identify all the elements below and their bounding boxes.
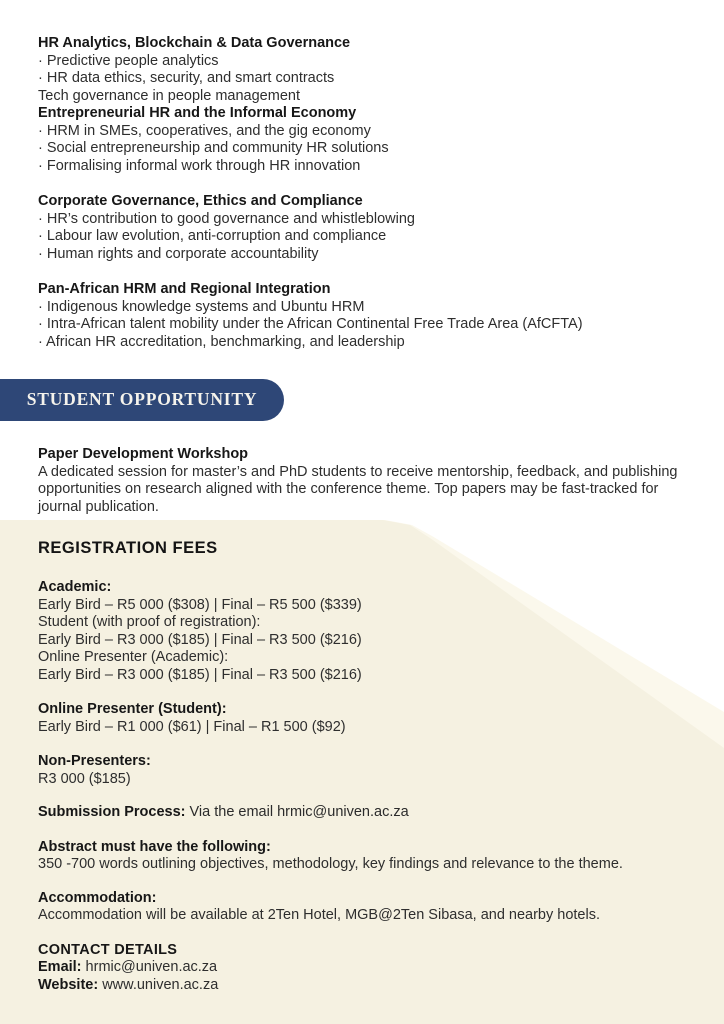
online-presenter-student-block <box>38 701 686 736</box>
theme-item: Tech governance in people management <box>38 87 300 104</box>
theme-section-corporate-governance <box>38 193 686 263</box>
submission-process-label: Submission Process: <box>38 804 186 820</box>
academic-fees-heading: Academic: <box>38 579 112 595</box>
email-label: Email: <box>38 959 82 975</box>
fee-line: Early Bird – R3 000 ($185) | Final – R3 500 ($216) <box>38 666 362 683</box>
accommodation-heading: Accommodation: <box>38 889 157 906</box>
online-presenter-student-heading: Online Presenter (Student): <box>38 701 227 717</box>
abstract-description: 350 -700 words outlining objectives, methodology, key findings and relevance to the theme. <box>38 856 623 872</box>
academic-fees-block <box>38 579 686 684</box>
theme-item: · Predictive people analytics <box>38 52 219 69</box>
abstract-requirements-block <box>38 839 686 874</box>
submission-process-text: Via the email hrmic@univen.ac.za <box>189 804 409 820</box>
theme-item: · Labour law evolution, anti-corruption and compliance <box>38 228 387 244</box>
theme-section-hr-analytics <box>38 35 686 105</box>
theme-item: · Intra-African talent mobility under the African Continental Free Trade Area (AfCFTA) <box>38 316 583 332</box>
theme-item: · HR data ethics, security, and smart contracts <box>38 70 335 86</box>
fee-line: Early Bird – R1 000 ($61) | Final – R1 500 ($92) <box>38 718 346 735</box>
theme-item: · Human rights and corporate accountability <box>38 245 319 262</box>
accommodation-block <box>38 890 686 925</box>
theme-item: · HR’s contribution to good governance and whistleblowing <box>38 210 415 227</box>
fee-line: Early Bird – R5 000 ($308) | Final – R5 500 ($339) <box>38 596 362 613</box>
registration-fees-title: REGISTRATION FEES <box>38 539 218 557</box>
student-opportunity-banner-label: STUDENT OPPORTUNITY <box>26 389 258 410</box>
conference-themes-section <box>38 35 686 351</box>
workshop-description: A dedicated session for master’s and PhD students to receive mentorship, feedback, and publishing opportunities on research aligned with the conference theme. Top papers may be fast-tracked for journal publication. <box>38 463 678 515</box>
theme-heading: Pan-African HRM and Regional Integration <box>38 281 331 297</box>
theme-item: · Indigenous knowledge systems and Ubuntu HRM <box>38 298 365 315</box>
theme-item: · Formalising informal work through HR innovation <box>38 157 361 174</box>
theme-section-pan-african-hrm <box>38 281 686 351</box>
theme-heading: Entrepreneurial HR and the Informal Economy <box>38 105 357 121</box>
non-presenters-heading: Non-Presenters: <box>38 753 151 769</box>
abstract-heading: Abstract must have the following: <box>38 838 271 855</box>
theme-item: · African HR accreditation, benchmarking, and leadership <box>38 333 405 350</box>
theme-heading: HR Analytics, Blockchain & Data Governance <box>38 35 351 51</box>
theme-section-entrepreneurial-hr <box>38 105 686 175</box>
email-value: hrmic@univen.ac.za <box>85 959 218 975</box>
accommodation-description: Accommodation will be available at 2Ten Hotel, MGB@2Ten Sibasa, and nearby hotels. <box>38 907 600 923</box>
student-opportunity-banner <box>0 379 284 421</box>
contact-details-title: CONTACT DETAILS <box>38 941 178 958</box>
fee-line: R3 000 ($185) <box>38 770 131 787</box>
submission-process-line <box>38 804 686 822</box>
theme-item: · Social entrepreneurship and community HR solutions <box>38 140 389 156</box>
theme-item: · HRM in SMEs, cooperatives, and the gig economy <box>38 122 371 139</box>
paper-development-workshop-section <box>38 446 686 516</box>
contact-website-line <box>38 977 686 995</box>
website-label: Website: <box>38 976 99 993</box>
contact-details-block <box>38 942 686 995</box>
fee-line: Student (with proof of registration): <box>38 614 261 630</box>
contact-email-line <box>38 959 686 977</box>
theme-heading: Corporate Governance, Ethics and Compliance <box>38 193 363 209</box>
non-presenters-block <box>38 753 686 788</box>
fee-line: Online Presenter (Academic): <box>38 649 229 665</box>
workshop-heading: Paper Development Workshop <box>38 446 249 462</box>
website-value: www.univen.ac.za <box>102 976 219 993</box>
fee-line: Early Bird – R3 000 ($185) | Final – R3 500 ($216) <box>38 631 362 648</box>
